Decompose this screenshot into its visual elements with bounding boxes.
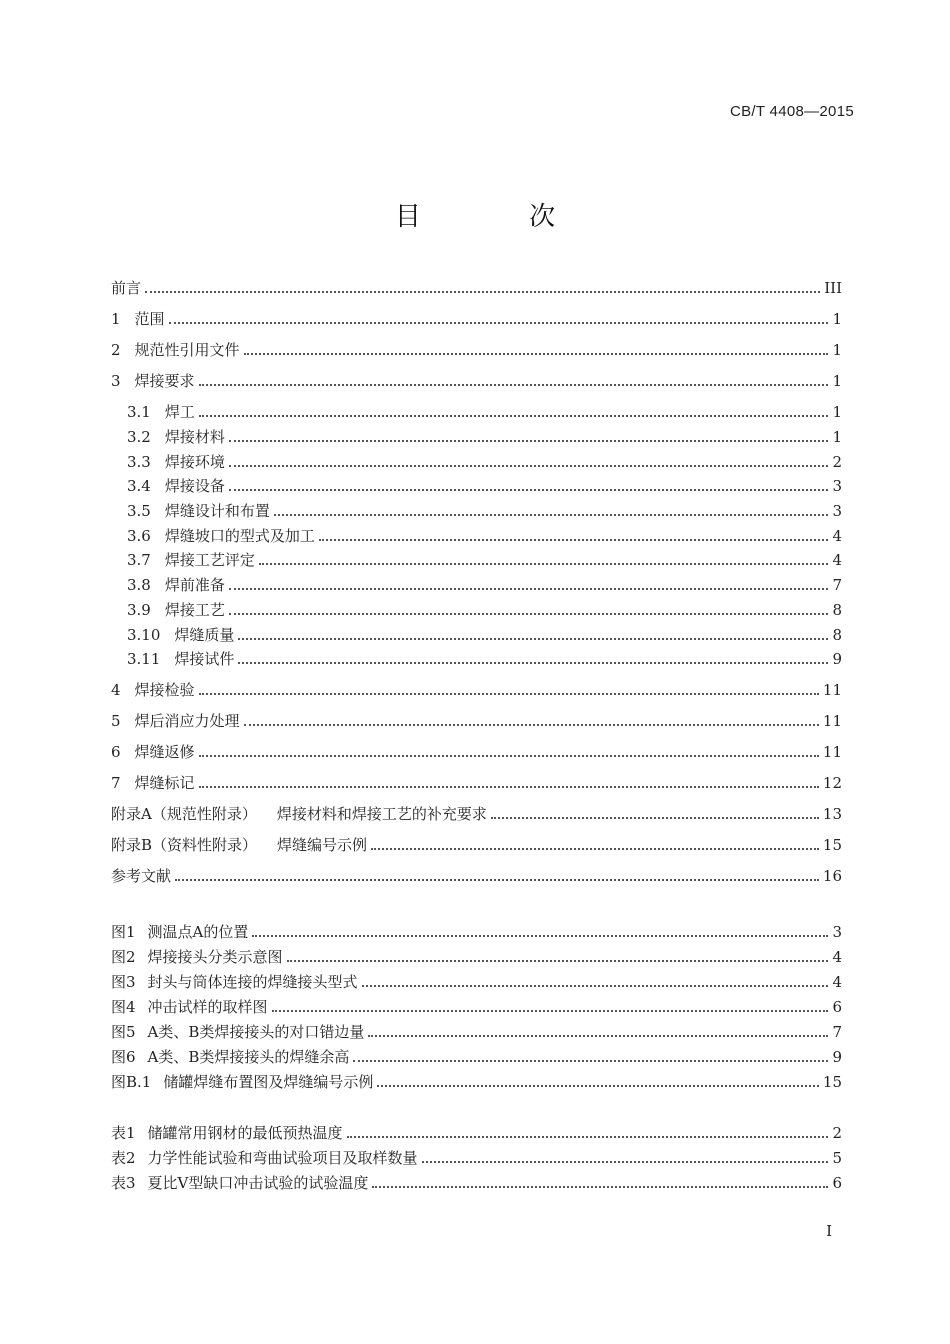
- entry-label: [127, 526, 315, 546]
- entry-label: [127, 625, 234, 645]
- entry-text: 规范性引用文件: [134, 341, 240, 359]
- entry-number: 图4: [111, 998, 136, 1016]
- entry-label: [127, 575, 225, 595]
- entry-label: [127, 649, 234, 669]
- entry-text: 焊接试件: [174, 650, 235, 668]
- dot-leader: [287, 960, 829, 962]
- entry-number: 2: [111, 341, 121, 359]
- toc-entry[interactable]: [127, 425, 842, 447]
- entry-number: 7: [111, 774, 121, 792]
- entry-number: 表3: [111, 1174, 136, 1192]
- entry-text: A类、B类焊接接头的对口错边量: [147, 1023, 365, 1041]
- entry-label: [111, 278, 141, 298]
- entry-text: 焊前准备: [164, 576, 225, 594]
- entry-label: [111, 1123, 343, 1143]
- entry-page: 16: [822, 867, 842, 885]
- toc-entry[interactable]: [111, 678, 842, 700]
- figure-entry[interactable]: [111, 995, 842, 1017]
- entry-number: 图5: [111, 1023, 136, 1041]
- dot-leader: [229, 440, 829, 442]
- entry-text: 焊后消应力处理: [134, 712, 240, 730]
- entry-label: [111, 773, 195, 793]
- entry-text: 封头与筒体连接的焊缝接头型式: [147, 973, 358, 991]
- entry-page: III: [824, 279, 842, 297]
- toc-entry[interactable]: [111, 833, 842, 855]
- entry-number: 图6: [111, 1048, 136, 1066]
- entry-number: 附录A（规范性附录）: [111, 805, 257, 823]
- entry-page: 15: [822, 1073, 842, 1091]
- entry-text: 焊缝设计和布置: [164, 502, 270, 520]
- dot-leader: [353, 1060, 828, 1062]
- entry-page: 9: [832, 1048, 842, 1066]
- entry-text: 焊缝标记: [134, 774, 195, 792]
- entry-page: 2: [832, 1124, 842, 1142]
- toc-entry[interactable]: [127, 450, 842, 472]
- entry-number: 图2: [111, 948, 136, 966]
- entry-page: 4: [832, 551, 842, 569]
- entry-number: 3: [111, 372, 121, 390]
- entry-label: [127, 476, 225, 496]
- toc-entry[interactable]: [111, 276, 842, 298]
- toc-entry[interactable]: [127, 623, 842, 645]
- toc-entry[interactable]: [111, 864, 842, 886]
- entry-label: [111, 997, 268, 1017]
- entry-text: 焊接设备: [164, 477, 225, 495]
- entry-label: [111, 309, 165, 329]
- entry-label: [127, 550, 255, 570]
- entry-page: 3: [832, 923, 842, 941]
- entry-text: 焊接要求: [134, 372, 195, 390]
- entry-text: 储罐常用钢材的最低预热温度: [147, 1124, 343, 1142]
- dot-leader: [229, 613, 829, 615]
- dot-leader: [422, 1161, 829, 1163]
- figure-entry[interactable]: [111, 1045, 842, 1067]
- entry-page: 12: [822, 774, 842, 792]
- entry-label: [111, 866, 171, 886]
- standard-code: CB/T 4408—2015: [729, 103, 854, 120]
- dot-leader: [238, 638, 828, 640]
- entry-text: 焊接工艺评定: [164, 551, 255, 569]
- toc-entry[interactable]: [111, 740, 842, 762]
- figure-entry[interactable]: [111, 945, 842, 967]
- toc-entry[interactable]: [127, 598, 842, 620]
- entry-number: 3.1: [127, 403, 151, 421]
- entry-number: 6: [111, 743, 121, 761]
- entry-page: 1: [832, 403, 842, 421]
- entry-label: [111, 1047, 349, 1067]
- entry-page: 5: [832, 1149, 842, 1167]
- entry-page: 11: [822, 681, 842, 699]
- entry-page: 3: [832, 502, 842, 520]
- entry-number: 4: [111, 681, 121, 699]
- entry-page: 6: [832, 1174, 842, 1192]
- entry-label: [127, 600, 225, 620]
- entry-page: 8: [832, 601, 842, 619]
- entry-page: 1: [832, 428, 842, 446]
- toc-entry[interactable]: [111, 369, 842, 391]
- entry-label: [111, 1072, 373, 1092]
- entry-text: 焊缝返修: [134, 743, 195, 761]
- entry-label: [111, 742, 195, 762]
- entry-text: 焊接材料和焊接工艺的补充要求: [276, 805, 487, 823]
- dot-leader: [169, 322, 829, 324]
- entry-label: [111, 972, 358, 992]
- figure-entry[interactable]: [111, 1020, 842, 1042]
- toc-entry[interactable]: [127, 474, 842, 496]
- toc-entry[interactable]: [111, 709, 842, 731]
- entry-page: 4: [832, 948, 842, 966]
- entry-label: [111, 711, 240, 731]
- entry-page: 1: [832, 310, 842, 328]
- entry-text: 焊接接头分类示意图: [147, 948, 283, 966]
- table-entry[interactable]: [111, 1171, 842, 1193]
- entry-label: [111, 835, 367, 855]
- dot-leader: [229, 489, 829, 491]
- entry-number: 3.11: [127, 650, 161, 668]
- entry-number: 3.3: [127, 453, 151, 471]
- entry-text: 焊接检验: [134, 681, 195, 699]
- toc-entry[interactable]: [111, 771, 842, 793]
- entry-text: 冲击试样的取样图: [147, 998, 268, 1016]
- toc-entry[interactable]: [111, 307, 842, 329]
- entry-page: 2: [832, 453, 842, 471]
- entry-page: 11: [822, 743, 842, 761]
- entry-text: 夏比V型缺口冲击试验的试验温度: [147, 1174, 369, 1192]
- entry-label: [111, 922, 248, 942]
- entry-label: [127, 501, 270, 521]
- entry-text: A类、B类焊接接头的焊缝余高: [147, 1048, 350, 1066]
- entry-page: 9: [832, 650, 842, 668]
- entry-label: [111, 1173, 368, 1193]
- dot-leader: [274, 514, 829, 516]
- entry-text: 焊接材料: [164, 428, 225, 446]
- entry-label: [111, 947, 283, 967]
- dot-leader: [347, 1136, 829, 1138]
- entry-number: 1: [111, 310, 121, 328]
- entry-label: [127, 402, 195, 422]
- entry-label: [127, 427, 225, 447]
- entry-text: 焊接工艺: [164, 601, 225, 619]
- dot-leader: [244, 724, 819, 726]
- entry-page: 8: [832, 626, 842, 644]
- dot-leader: [362, 985, 829, 987]
- entry-label: [127, 452, 225, 472]
- entry-number: 3.8: [127, 576, 151, 594]
- entry-page: 7: [832, 1023, 842, 1041]
- entry-label: [111, 371, 195, 391]
- entry-page: 4: [832, 527, 842, 545]
- entry-number: 图3: [111, 973, 136, 991]
- dot-leader: [199, 786, 819, 788]
- dot-leader: [145, 291, 820, 293]
- entry-number: 图1: [111, 923, 136, 941]
- dot-leader: [371, 848, 819, 850]
- entry-label: [111, 340, 240, 360]
- entry-number: 3.9: [127, 601, 151, 619]
- entry-text: 储罐焊缝布置图及焊缝编号示例: [163, 1073, 374, 1091]
- entry-number: 3.10: [127, 626, 161, 644]
- dot-leader: [175, 879, 819, 881]
- toc-entry[interactable]: [111, 802, 842, 824]
- dot-leader: [229, 588, 829, 590]
- toc-entry[interactable]: [127, 548, 842, 570]
- entry-page: 13: [822, 805, 842, 823]
- entry-number: 表2: [111, 1149, 136, 1167]
- page-title: 目 次: [394, 202, 606, 232]
- entry-text: 力学性能试验和弯曲试验项目及取样数量: [147, 1149, 418, 1167]
- table-entry[interactable]: [111, 1146, 842, 1168]
- entry-number: 图B.1: [111, 1073, 152, 1091]
- entry-page: 7: [832, 576, 842, 594]
- table-entry[interactable]: [111, 1121, 842, 1143]
- dot-leader: [244, 353, 829, 355]
- entry-label: [111, 804, 487, 824]
- dot-leader: [238, 662, 828, 664]
- toc-entry[interactable]: [127, 647, 842, 669]
- entry-text: 参考文献: [111, 867, 172, 885]
- entry-page: 4: [832, 973, 842, 991]
- dot-leader: [372, 1186, 828, 1188]
- entry-label: [111, 680, 195, 700]
- entry-page: 15: [822, 836, 842, 854]
- toc-entry[interactable]: [111, 338, 842, 360]
- entry-page: 1: [832, 372, 842, 390]
- dot-leader: [199, 693, 819, 695]
- entry-text: 范围: [134, 310, 165, 328]
- dot-leader: [199, 415, 829, 417]
- figure-entry[interactable]: [111, 970, 842, 992]
- page-number: I: [826, 1222, 832, 1240]
- entry-text: 测温点A的位置: [147, 923, 249, 941]
- dot-leader: [319, 539, 829, 541]
- dot-leader: [368, 1035, 828, 1037]
- entry-number: 3.2: [127, 428, 151, 446]
- entry-number: 5: [111, 712, 121, 730]
- entry-number: 3.4: [127, 477, 151, 495]
- entry-number: 附录B（资料性附录）: [111, 836, 258, 854]
- figure-entry[interactable]: [111, 920, 842, 942]
- entry-text: 焊接环境: [164, 453, 225, 471]
- entry-number: 3.5: [127, 502, 151, 520]
- dot-leader: [229, 465, 829, 467]
- dot-leader: [259, 563, 829, 565]
- toc-entry[interactable]: [127, 499, 842, 521]
- entry-number: 3.6: [127, 527, 151, 545]
- toc-entry[interactable]: [127, 400, 842, 422]
- entry-number: 表1: [111, 1124, 136, 1142]
- dot-leader: [377, 1085, 819, 1087]
- entry-text: 焊缝质量: [174, 626, 235, 644]
- dot-leader: [272, 1010, 829, 1012]
- entry-page: 3: [832, 477, 842, 495]
- entry-text: 焊缝坡口的型式及加工: [164, 527, 315, 545]
- entry-page: 6: [832, 998, 842, 1016]
- entry-text: 焊缝编号示例: [277, 836, 368, 854]
- entry-number: 3.7: [127, 551, 151, 569]
- dot-leader: [199, 755, 819, 757]
- toc-entry[interactable]: [127, 524, 842, 546]
- entry-text: 前言: [111, 279, 142, 297]
- dot-leader: [252, 935, 828, 937]
- dot-leader: [199, 384, 829, 386]
- dot-leader: [491, 817, 819, 819]
- entry-label: [111, 1022, 364, 1042]
- entry-page: 1: [832, 341, 842, 359]
- entry-label: [111, 1148, 418, 1168]
- entry-page: 11: [822, 712, 842, 730]
- figure-entry[interactable]: [111, 1070, 842, 1092]
- toc-entry[interactable]: [127, 573, 842, 595]
- entry-text: 焊工: [164, 403, 195, 421]
